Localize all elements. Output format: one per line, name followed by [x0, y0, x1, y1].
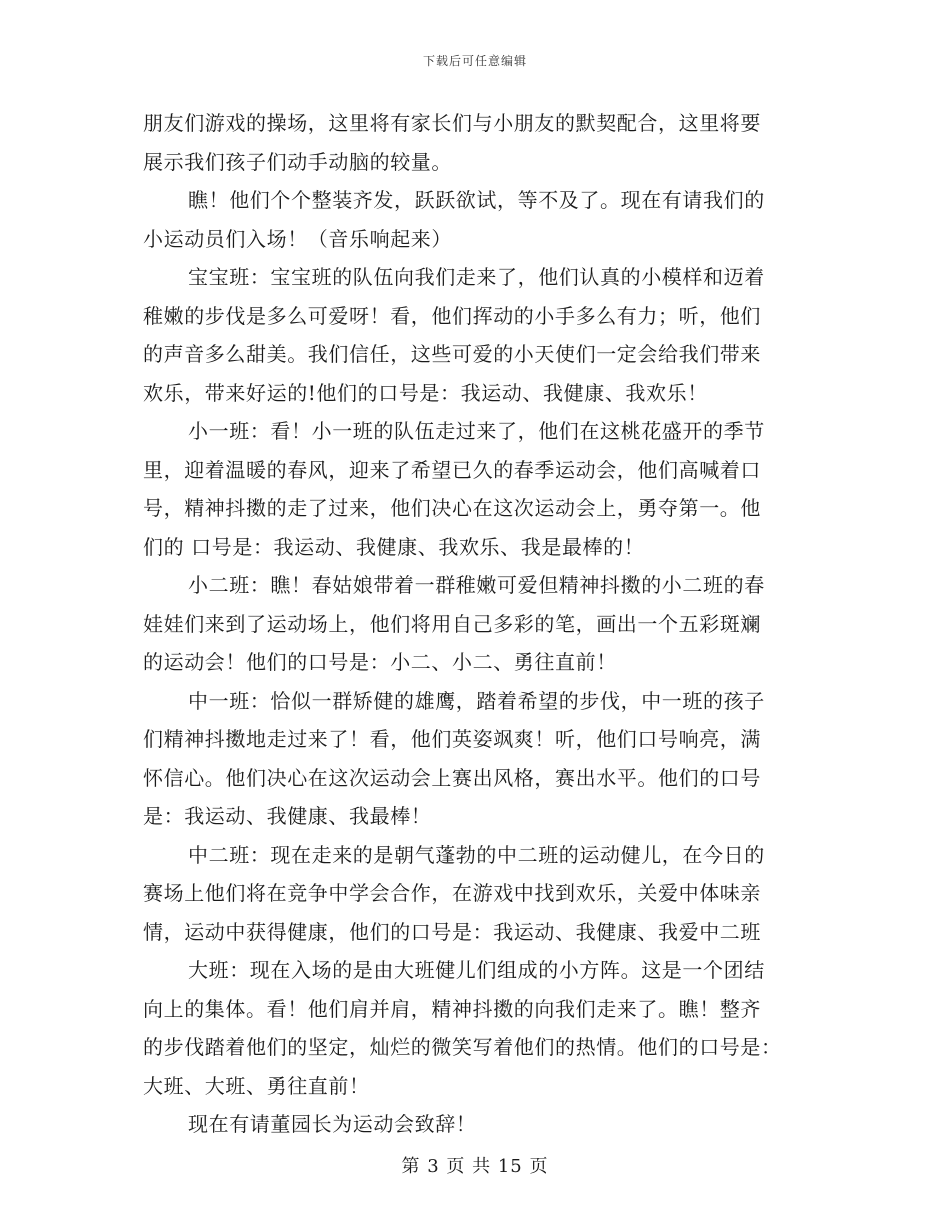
text-line: 是：我运动、我健康、我最棒！: [143, 804, 432, 828]
text-line: 号，精神抖擞的走了过来，他们决心在这次运动会上，勇夺第一。他: [143, 496, 761, 520]
text-line: 大班、大班、勇往直前！: [143, 1073, 370, 1098]
text-line: 的步伐踏着他们的坚定，灿烂的微笑写着他们的热情。他们的口号是：: [143, 1035, 782, 1059]
text-line: 现在有请董园长为运动会致辞！: [188, 1112, 477, 1136]
text-line: 娃娃们来到了运动场上，他们将用自己多彩的笔，画出一个五彩斑斓: [143, 611, 761, 636]
text-line: 们精神抖擞地走过来了！看，他们英姿飒爽！听，他们口号响亮，满: [143, 727, 761, 751]
text-line: 赛场上他们将在竞争中学会合作，在游戏中找到欢乐，关爱中体味亲: [143, 881, 761, 905]
page-header: 下载后可任意编辑: [422, 54, 527, 68]
text-line: 中二班：现在走来的是朝气蓬勃的中二班的运动健儿，在今日的: [188, 842, 765, 867]
text-line: 情，运动中获得健康，他们的口号是：我运动、我健康、我爱中二班: [143, 919, 761, 944]
text-line: 稚嫩的步伐是多么可爱呀！看，他们挥动的小手多么有力；听，他们: [143, 303, 761, 328]
text-line: 向上的集体。看！他们肩并肩，精神抖擞的向我们走来了。瞧！整齐: [143, 996, 761, 1021]
page-number-footer: 第 3 页 共 15 页: [401, 1156, 549, 1177]
text-line: 的声音多么甜美。我们信任，这些可爱的小天使们一定会给我们带来: [143, 342, 761, 366]
text-line: 里，迎着温暖的春风，迎来了希望已久的春季运动会，他们高喊着口: [143, 457, 761, 482]
text-line: 的运动会！他们的口号是：小二、小二、勇往直前！: [143, 650, 617, 674]
text-line: 展示我们孩子们动手动脑的较量。: [143, 149, 452, 174]
text-line: 们的 口号是：我运动、我健康、我欢乐、我是最棒的！: [143, 534, 645, 559]
text-line: 小一班：看！小一班的队伍走过来了，他们在这桃花盛开的季节: [188, 419, 765, 443]
text-line: 中一班：恰似一群矫健的雄鹰，踏着希望的步伐，中一班的孩子: [188, 688, 765, 713]
text-line: 朋友们游戏的操场，这里将有家长们与小朋友的默契配合，这里将要: [143, 111, 761, 135]
text-line: 大班：现在入场的是由大班健儿们组成的小方阵。这是一个团结: [188, 958, 765, 982]
document-body: [143, 104, 807, 1144]
text-line: 瞧！他们个个整装齐发，跃跃欲试，等不及了。现在有请我们的: [188, 188, 765, 212]
text-line: 小运动员们入场！（音乐响起来）: [143, 226, 452, 251]
text-line: 欢乐，带来好运的!他们的口号是：我运动、我健康、我欢乐！: [143, 380, 708, 405]
text-line: 怀信心。他们决心在这次运动会上赛出风格，赛出水平。他们的口号: [143, 765, 761, 790]
text-line: 小二班：瞧！春姑娘带着一群稚嫩可爱但精神抖擞的小二班的春: [188, 573, 765, 597]
text-line: 宝宝班：宝宝班的队伍向我们走来了，他们认真的小模样和迈着: [188, 265, 765, 289]
